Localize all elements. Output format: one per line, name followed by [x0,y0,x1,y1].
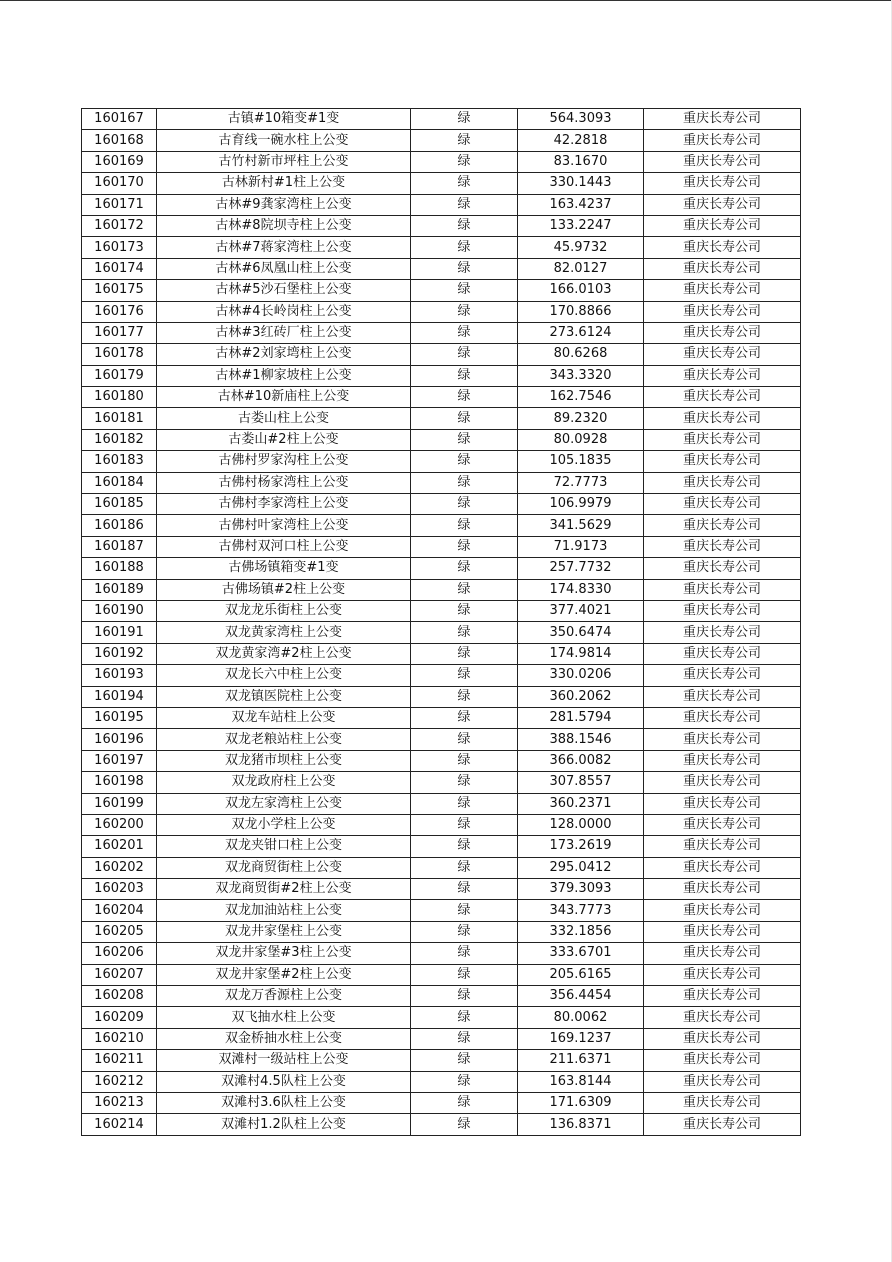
table-row [82,943,801,964]
table-row [82,772,801,793]
cell-id: 160178 [82,344,157,365]
cell-name: 双滩村1.2队柱上公变 [157,1114,411,1135]
table-row [82,429,801,450]
table-body [82,109,801,1136]
cell-id: 160187 [82,536,157,557]
cell-status-color: 绿 [411,600,518,621]
cell-status-color: 绿 [411,344,518,365]
cell-company: 重庆长寿公司 [644,986,801,1007]
table-row [82,558,801,579]
cell-status-color: 绿 [411,151,518,172]
cell-value: 71.9173 [518,536,644,557]
cell-status-color: 绿 [411,1028,518,1049]
cell-id: 160202 [82,857,157,878]
cell-status-color: 绿 [411,558,518,579]
cell-name: 古林新村#1柱上公变 [157,173,411,194]
cell-name: 双龙车站柱上公变 [157,707,411,728]
cell-id: 160185 [82,494,157,515]
cell-status-color: 绿 [411,921,518,942]
cell-name: 古林#9龚家湾柱上公变 [157,194,411,215]
cell-value: 162.7546 [518,387,644,408]
table-row [82,1071,801,1092]
cell-status-color: 绿 [411,451,518,472]
cell-id: 160203 [82,879,157,900]
cell-name: 古佛村叶家湾柱上公变 [157,515,411,536]
cell-status-color: 绿 [411,857,518,878]
cell-name: 双龙政府柱上公变 [157,772,411,793]
cell-name: 古佛场镇#2柱上公变 [157,579,411,600]
cell-name: 古佛村双河口柱上公变 [157,536,411,557]
cell-id: 160192 [82,643,157,664]
cell-id: 160183 [82,451,157,472]
cell-name: 双龙左家湾柱上公变 [157,793,411,814]
cell-id: 160180 [82,387,157,408]
cell-name: 古林#7蒋家湾柱上公变 [157,237,411,258]
table-row [82,451,801,472]
cell-name: 双龙猪市坝柱上公变 [157,750,411,771]
cell-name: 双龙长六中柱上公变 [157,665,411,686]
cell-name: 双滩村3.6队柱上公变 [157,1092,411,1113]
table-row [82,109,801,130]
table-row [82,258,801,279]
cell-value: 330.0206 [518,665,644,686]
cell-id: 160207 [82,964,157,985]
cell-id: 160206 [82,943,157,964]
cell-name: 古林#1柳家坡柱上公变 [157,365,411,386]
cell-name: 古佛村李家湾柱上公变 [157,494,411,515]
cell-value: 163.4237 [518,194,644,215]
cell-value: 173.2619 [518,836,644,857]
cell-id: 160167 [82,109,157,130]
cell-value: 564.3093 [518,109,644,130]
cell-id: 160211 [82,1050,157,1071]
cell-company: 重庆长寿公司 [644,793,801,814]
table-row [82,472,801,493]
cell-value: 106.9979 [518,494,644,515]
cell-name: 双龙万香源柱上公变 [157,986,411,1007]
cell-id: 160172 [82,215,157,236]
cell-value: 366.0082 [518,750,644,771]
cell-name: 古林#2刘家塆柱上公变 [157,344,411,365]
cell-value: 89.2320 [518,408,644,429]
cell-value: 205.6165 [518,964,644,985]
cell-company: 重庆长寿公司 [644,536,801,557]
table-row [82,237,801,258]
table-row [82,814,801,835]
cell-id: 160186 [82,515,157,536]
table-row [82,387,801,408]
cell-name: 双滩村一级站柱上公变 [157,1050,411,1071]
cell-value: 136.8371 [518,1114,644,1135]
cell-name: 古竹村新市坪柱上公变 [157,151,411,172]
cell-id: 160197 [82,750,157,771]
cell-value: 360.2371 [518,793,644,814]
cell-value: 42.2818 [518,130,644,151]
cell-status-color: 绿 [411,643,518,664]
cell-status-color: 绿 [411,322,518,343]
cell-id: 160168 [82,130,157,151]
table-row [82,215,801,236]
cell-name: 双飞抽水柱上公变 [157,1007,411,1028]
cell-company: 重庆长寿公司 [644,408,801,429]
cell-name: 双龙商贸街#2柱上公变 [157,879,411,900]
cell-status-color: 绿 [411,1114,518,1135]
cell-company: 重庆长寿公司 [644,943,801,964]
cell-status-color: 绿 [411,365,518,386]
cell-value: 377.4021 [518,600,644,621]
cell-id: 160190 [82,600,157,621]
cell-id: 160174 [82,258,157,279]
cell-company: 重庆长寿公司 [644,643,801,664]
cell-status-color: 绿 [411,215,518,236]
cell-company: 重庆长寿公司 [644,280,801,301]
cell-value: 379.3093 [518,879,644,900]
cell-status-color: 绿 [411,579,518,600]
cell-value: 273.6124 [518,322,644,343]
cell-status-color: 绿 [411,408,518,429]
cell-name: 古林#5沙石堡柱上公变 [157,280,411,301]
cell-company: 重庆长寿公司 [644,322,801,343]
cell-status-color: 绿 [411,772,518,793]
cell-id: 160208 [82,986,157,1007]
table-row [82,130,801,151]
cell-value: 105.1835 [518,451,644,472]
cell-company: 重庆长寿公司 [644,1050,801,1071]
cell-value: 83.1670 [518,151,644,172]
cell-name: 双金桥抽水柱上公变 [157,1028,411,1049]
cell-status-color: 绿 [411,387,518,408]
table-row [82,750,801,771]
cell-name: 古林#8院坝寺柱上公变 [157,215,411,236]
cell-value: 80.6268 [518,344,644,365]
table-row [82,194,801,215]
cell-company: 重庆长寿公司 [644,173,801,194]
cell-value: 388.1546 [518,729,644,750]
cell-status-color: 绿 [411,750,518,771]
cell-company: 重庆长寿公司 [644,365,801,386]
cell-id: 160210 [82,1028,157,1049]
cell-status-color: 绿 [411,900,518,921]
table-row [82,964,801,985]
cell-id: 160204 [82,900,157,921]
table-row [82,686,801,707]
cell-value: 295.0412 [518,857,644,878]
table-row [82,729,801,750]
cell-status-color: 绿 [411,964,518,985]
cell-name: 古育线一碗水柱上公变 [157,130,411,151]
cell-id: 160212 [82,1071,157,1092]
cell-value: 330.1443 [518,173,644,194]
table-row [82,707,801,728]
table-row [82,857,801,878]
cell-id: 160195 [82,707,157,728]
table-row [82,921,801,942]
cell-name: 双龙黄家湾柱上公变 [157,622,411,643]
cell-status-color: 绿 [411,1092,518,1113]
table-row [82,879,801,900]
cell-value: 307.8557 [518,772,644,793]
cell-value: 174.8330 [518,579,644,600]
cell-id: 160184 [82,472,157,493]
cell-status-color: 绿 [411,729,518,750]
cell-name: 古娄山柱上公变 [157,408,411,429]
table-row [82,365,801,386]
cell-id: 160175 [82,280,157,301]
cell-id: 160169 [82,151,157,172]
table-row [82,536,801,557]
cell-company: 重庆长寿公司 [644,814,801,835]
cell-company: 重庆长寿公司 [644,900,801,921]
cell-company: 重庆长寿公司 [644,579,801,600]
cell-name: 双龙夹钳口柱上公变 [157,836,411,857]
cell-name: 古林#4长岭岗柱上公变 [157,301,411,322]
cell-id: 160176 [82,301,157,322]
cell-id: 160201 [82,836,157,857]
cell-company: 重庆长寿公司 [644,1028,801,1049]
cell-value: 341.5629 [518,515,644,536]
table-row [82,836,801,857]
cell-id: 160181 [82,408,157,429]
cell-company: 重庆长寿公司 [644,494,801,515]
cell-status-color: 绿 [411,793,518,814]
cell-id: 160200 [82,814,157,835]
cell-value: 166.0103 [518,280,644,301]
cell-status-color: 绿 [411,943,518,964]
cell-name: 双龙老粮站柱上公变 [157,729,411,750]
table-row [82,344,801,365]
cell-status-color: 绿 [411,194,518,215]
cell-company: 重庆长寿公司 [644,429,801,450]
cell-company: 重庆长寿公司 [644,1114,801,1135]
cell-company: 重庆长寿公司 [644,1092,801,1113]
cell-value: 80.0928 [518,429,644,450]
cell-status-color: 绿 [411,836,518,857]
cell-company: 重庆长寿公司 [644,686,801,707]
data-table [81,108,801,1136]
table-row [82,515,801,536]
cell-status-color: 绿 [411,173,518,194]
cell-status-color: 绿 [411,237,518,258]
cell-status-color: 绿 [411,258,518,279]
cell-value: 343.3320 [518,365,644,386]
cell-id: 160171 [82,194,157,215]
table-row [82,793,801,814]
cell-value: 281.5794 [518,707,644,728]
cell-status-color: 绿 [411,429,518,450]
cell-status-color: 绿 [411,707,518,728]
cell-status-color: 绿 [411,494,518,515]
cell-value: 174.9814 [518,643,644,664]
cell-status-color: 绿 [411,1071,518,1092]
cell-status-color: 绿 [411,536,518,557]
table-row [82,579,801,600]
cell-status-color: 绿 [411,986,518,1007]
table-row [82,1007,801,1028]
cell-status-color: 绿 [411,515,518,536]
table-row [82,151,801,172]
cell-value: 45.9732 [518,237,644,258]
cell-id: 160194 [82,686,157,707]
cell-id: 160196 [82,729,157,750]
cell-value: 163.8144 [518,1071,644,1092]
table-row [82,1114,801,1135]
cell-status-color: 绿 [411,301,518,322]
table-row [82,322,801,343]
cell-company: 重庆长寿公司 [644,750,801,771]
cell-company: 重庆长寿公司 [644,344,801,365]
cell-value: 332.1856 [518,921,644,942]
cell-name: 双龙商贸街柱上公变 [157,857,411,878]
cell-id: 160198 [82,772,157,793]
table-row [82,494,801,515]
cell-name: 双龙龙乐街柱上公变 [157,600,411,621]
cell-company: 重庆长寿公司 [644,772,801,793]
cell-id: 160173 [82,237,157,258]
cell-company: 重庆长寿公司 [644,622,801,643]
table-row [82,600,801,621]
cell-id: 160199 [82,793,157,814]
cell-value: 169.1237 [518,1028,644,1049]
cell-name: 双龙井家堡#3柱上公变 [157,943,411,964]
cell-company: 重庆长寿公司 [644,921,801,942]
cell-status-color: 绿 [411,665,518,686]
cell-company: 重庆长寿公司 [644,151,801,172]
cell-name: 古林#6凤凰山柱上公变 [157,258,411,279]
table-row [82,1092,801,1113]
cell-status-color: 绿 [411,130,518,151]
table-row [82,900,801,921]
cell-id: 160193 [82,665,157,686]
cell-id: 160213 [82,1092,157,1113]
cell-company: 重庆长寿公司 [644,857,801,878]
cell-company: 重庆长寿公司 [644,558,801,579]
cell-company: 重庆长寿公司 [644,215,801,236]
cell-company: 重庆长寿公司 [644,109,801,130]
table-row [82,665,801,686]
cell-name: 双龙井家堡#2柱上公变 [157,964,411,985]
cell-company: 重庆长寿公司 [644,729,801,750]
cell-status-color: 绿 [411,1050,518,1071]
cell-id: 160209 [82,1007,157,1028]
cell-value: 356.4454 [518,986,644,1007]
cell-status-color: 绿 [411,814,518,835]
cell-id: 160214 [82,1114,157,1135]
table-row [82,1028,801,1049]
cell-status-color: 绿 [411,280,518,301]
page-top-rule [0,0,892,1]
cell-value: 170.8866 [518,301,644,322]
cell-status-color: 绿 [411,109,518,130]
cell-value: 360.2062 [518,686,644,707]
cell-company: 重庆长寿公司 [644,387,801,408]
cell-company: 重庆长寿公司 [644,964,801,985]
cell-status-color: 绿 [411,686,518,707]
cell-value: 350.6474 [518,622,644,643]
cell-value: 128.0000 [518,814,644,835]
cell-id: 160179 [82,365,157,386]
cell-company: 重庆长寿公司 [644,258,801,279]
cell-status-color: 绿 [411,622,518,643]
table-row [82,280,801,301]
table-row [82,1050,801,1071]
cell-id: 160189 [82,579,157,600]
cell-company: 重庆长寿公司 [644,1007,801,1028]
cell-status-color: 绿 [411,472,518,493]
cell-id: 160170 [82,173,157,194]
cell-name: 双龙小学柱上公变 [157,814,411,835]
cell-company: 重庆长寿公司 [644,237,801,258]
cell-name: 古佛村杨家湾柱上公变 [157,472,411,493]
cell-name: 古佛村罗家沟柱上公变 [157,451,411,472]
cell-id: 160191 [82,622,157,643]
table-row [82,622,801,643]
cell-value: 333.6701 [518,943,644,964]
cell-id: 160182 [82,429,157,450]
cell-value: 171.6309 [518,1092,644,1113]
table-row [82,408,801,429]
cell-company: 重庆长寿公司 [644,472,801,493]
cell-value: 257.7732 [518,558,644,579]
cell-value: 211.6371 [518,1050,644,1071]
cell-id: 160205 [82,921,157,942]
cell-name: 双龙加油站柱上公变 [157,900,411,921]
cell-name: 古林#10新庙柱上公变 [157,387,411,408]
cell-name: 古林#3红砖厂柱上公变 [157,322,411,343]
cell-value: 343.7773 [518,900,644,921]
cell-status-color: 绿 [411,1007,518,1028]
cell-company: 重庆长寿公司 [644,707,801,728]
cell-company: 重庆长寿公司 [644,515,801,536]
cell-name: 古娄山#2柱上公变 [157,429,411,450]
table-row [82,173,801,194]
cell-company: 重庆长寿公司 [644,665,801,686]
cell-value: 72.7773 [518,472,644,493]
cell-name: 双龙井家堡柱上公变 [157,921,411,942]
cell-company: 重庆长寿公司 [644,194,801,215]
cell-id: 160177 [82,322,157,343]
table-row [82,986,801,1007]
cell-value: 133.2247 [518,215,644,236]
table-row [82,643,801,664]
table-row [82,301,801,322]
cell-id: 160188 [82,558,157,579]
cell-status-color: 绿 [411,879,518,900]
cell-name: 古镇#10箱变#1变 [157,109,411,130]
cell-value: 80.0062 [518,1007,644,1028]
cell-name: 双龙镇医院柱上公变 [157,686,411,707]
cell-company: 重庆长寿公司 [644,301,801,322]
cell-company: 重庆长寿公司 [644,836,801,857]
cell-name: 双滩村4.5队柱上公变 [157,1071,411,1092]
cell-company: 重庆长寿公司 [644,879,801,900]
cell-company: 重庆长寿公司 [644,600,801,621]
cell-company: 重庆长寿公司 [644,1071,801,1092]
cell-name: 古佛场镇箱变#1变 [157,558,411,579]
cell-name: 双龙黄家湾#2柱上公变 [157,643,411,664]
cell-company: 重庆长寿公司 [644,451,801,472]
cell-company: 重庆长寿公司 [644,130,801,151]
cell-value: 82.0127 [518,258,644,279]
